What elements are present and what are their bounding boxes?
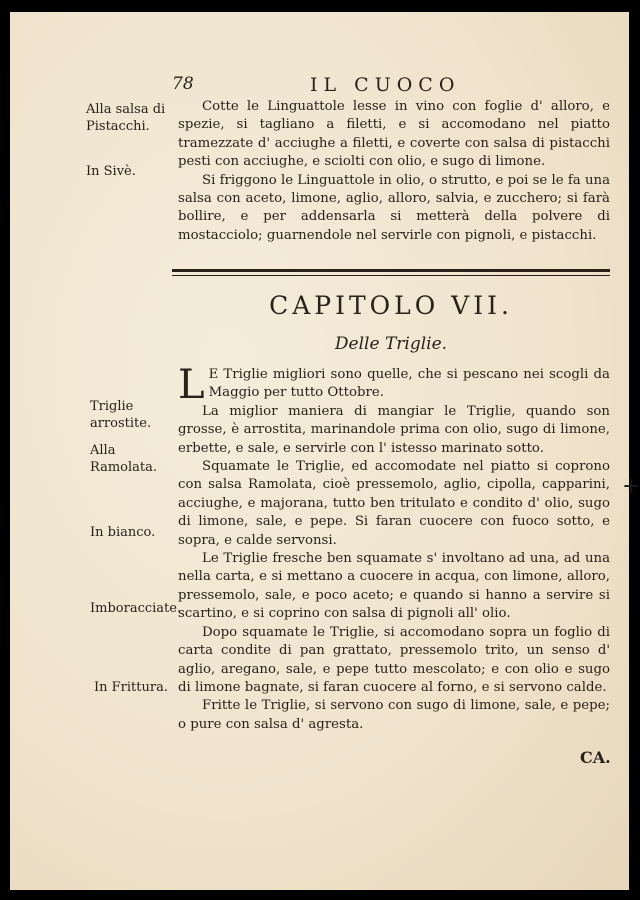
- chapter-title: CAPITOLO VII.: [269, 291, 513, 320]
- margin-note-arrostite: Triglie arrostite.: [90, 399, 152, 431]
- margin-note-imboracciate: Imboracciate.: [90, 601, 182, 616]
- section-rule-thin: [172, 275, 610, 276]
- book-page: [10, 12, 640, 890]
- section-rule: [172, 269, 610, 272]
- chapter-subtitle: Delle Triglie.: [334, 334, 448, 354]
- margin-note-pistacchi: Alla salsa di Pistacchi.: [86, 102, 166, 134]
- running-title: IL CUOCO: [310, 74, 461, 96]
- paragraph: Dopo squamate le Triglie, si accomodano sopra un foglio di carta condite di pan grattato, pressemolo trito, un senso d' aglio, aregano, sale, e pepe tutto mescolato; e con olio e sugo di limone bagnate, si faran cuocere al forno, e si servono calde.: [178, 624, 610, 695]
- top-section-text: [178, 98, 610, 245]
- catchword: CA.: [580, 748, 611, 767]
- pencil-mark: +: [622, 474, 640, 499]
- paragraph: Si friggono le Linguattole in olio, o strutto, e poi se le fa una salsa con aceto, limone, aglio, alloro, salvia, e zucchero; si farà bollire, e per addensarla si metterà della polvere di mostacciolo; guarnendole nel servirle con pignoli, e pistacchi.: [178, 172, 610, 243]
- paragraph: Cotte le Linguattole lesse in vino con foglie d' alloro, e spezie, si tagliano a filetti, e si accomodano nel piatto tramezzate d' acciughe a filetti, e coverte con salsa di pistacchi pesti con acciughe, e sciolti con olio, e sugo di limone.: [178, 99, 610, 170]
- margin-note-ramolata: Alla Ramolata.: [90, 443, 158, 475]
- paragraph: Le Triglie fresche ben squamate s' involtano ad una, ad una nella carta, e si mettano a cuocere in acqua, con limone, alloro, pressemolo, sale, e poco aceto; e quando si hanno a servire si scartino, e si coprino con salsa di pignoli all' olio.: [178, 551, 610, 622]
- paragraph: Fritte le Triglie, si servono con sugo di limone, sale, e pepe; o pure con salsa d' agresta.: [178, 698, 610, 732]
- margin-note-bianco: In bianco.: [90, 525, 156, 540]
- margin-note-sive: In Sivè.: [86, 164, 136, 179]
- chapter-body-text: [178, 362, 610, 734]
- paragraph: La miglior maniera di mangiar le Triglie, quando son grosse, è arrostita, marinandole prima con olio, sugo di limone, erbette, e sale, e servirle con l' istesso marinato sotto.: [178, 403, 610, 456]
- margin-note-frittura: In Frittura.: [94, 680, 168, 695]
- page-number: 78: [172, 74, 194, 94]
- drop-cap: L: [178, 362, 205, 408]
- paragraph: Squamate le Triglie, ed accomodate nel piatto si coprono con salsa Ramolata, cioè pressemolo, aglio, cipolla, capparini, acciughe, e majorana, tutto ben tritulato e condito d' olio, sugo di limone, sale, e pepe. Si faran cuocere con fuoco sotto, e sopra, e calde servonsi.: [178, 459, 610, 548]
- first-paragraph: L E Triglie migliori sono quelle, che si pescano nei scogli da Maggio per tutto Ottobre.: [178, 362, 610, 408]
